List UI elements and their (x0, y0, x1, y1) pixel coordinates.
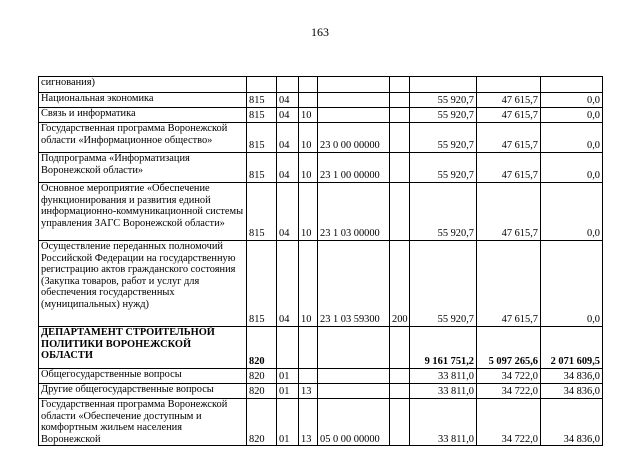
row-grbs: 815 (247, 93, 277, 108)
row-grbs: 815 (247, 241, 277, 327)
row-expense-type (390, 123, 410, 153)
row-name: Другие общегосударственные вопросы (39, 384, 247, 399)
row-expense-type (390, 108, 410, 123)
row-amount-year2: 34 722,0 (477, 399, 541, 446)
row-name: Связь и информатика (39, 108, 247, 123)
row-name: Общегосударственные вопросы (39, 369, 247, 384)
row-section: 04 (277, 183, 299, 241)
page-number: 163 (311, 25, 329, 39)
row-grbs: 820 (247, 327, 277, 369)
table-row (39, 108, 603, 123)
row-amount-year3: 0,0 (541, 123, 603, 153)
table-row (39, 384, 603, 399)
row-amount-year3: 2 071 609,5 (541, 327, 603, 369)
row-amount-year1: 55 920,7 (410, 123, 477, 153)
row-target-article (318, 384, 390, 399)
row-target-article (318, 327, 390, 369)
row-amount-year3: 0,0 (541, 93, 603, 108)
row-amount-year2: 47 615,7 (477, 183, 541, 241)
row-name: Национальная экономика (39, 93, 247, 108)
row-grbs: 815 (247, 153, 277, 183)
row-amount-year1: 55 920,7 (410, 183, 477, 241)
table-row (39, 399, 603, 446)
table-row (39, 77, 603, 93)
row-grbs: 815 (247, 108, 277, 123)
row-grbs: 815 (247, 183, 277, 241)
row-section: 04 (277, 241, 299, 327)
row-expense-type (390, 399, 410, 446)
row-subsection: 10 (299, 123, 318, 153)
row-target-article (318, 77, 390, 93)
row-amount-year1: 33 811,0 (410, 369, 477, 384)
row-amount-year1: 55 920,7 (410, 241, 477, 327)
budget-table (38, 76, 603, 446)
row-subsection (299, 77, 318, 93)
row-target-article (318, 108, 390, 123)
row-subsection: 13 (299, 384, 318, 399)
row-amount-year3: 0,0 (541, 183, 603, 241)
row-amount-year1 (410, 77, 477, 93)
row-amount-year3: 34 836,0 (541, 384, 603, 399)
table-row (39, 123, 603, 153)
row-amount-year1: 33 811,0 (410, 384, 477, 399)
row-grbs: 820 (247, 384, 277, 399)
row-target-article: 23 1 00 00000 (318, 153, 390, 183)
row-amount-year1: 9 161 751,2 (410, 327, 477, 369)
row-expense-type (390, 327, 410, 369)
row-amount-year2: 47 615,7 (477, 108, 541, 123)
row-target-article: 23 0 00 00000 (318, 123, 390, 153)
row-expense-type (390, 93, 410, 108)
row-amount-year2 (477, 77, 541, 93)
row-amount-year1: 55 920,7 (410, 93, 477, 108)
row-subsection: 13 (299, 399, 318, 446)
row-amount-year3: 0,0 (541, 108, 603, 123)
row-amount-year2: 47 615,7 (477, 93, 541, 108)
row-amount-year2: 47 615,7 (477, 241, 541, 327)
row-target-article (318, 369, 390, 384)
row-expense-type: 200 (390, 241, 410, 327)
row-section: 01 (277, 369, 299, 384)
row-name: Государственная программа Воронежской области «Обеспечение доступным и комфортным жильем населения Воронежской (39, 399, 247, 446)
row-amount-year1: 55 920,7 (410, 108, 477, 123)
row-section: 04 (277, 108, 299, 123)
row-target-article: 23 1 03 00000 (318, 183, 390, 241)
row-target-article: 23 1 03 59300 (318, 241, 390, 327)
row-expense-type (390, 153, 410, 183)
row-grbs: 820 (247, 369, 277, 384)
row-amount-year2: 34 722,0 (477, 369, 541, 384)
row-subsection (299, 327, 318, 369)
row-grbs (247, 77, 277, 93)
row-grbs: 820 (247, 399, 277, 446)
row-amount-year3 (541, 77, 603, 93)
row-section: 01 (277, 384, 299, 399)
table-row (39, 327, 603, 369)
table-row (39, 183, 603, 241)
row-section: 04 (277, 123, 299, 153)
row-section (277, 327, 299, 369)
table-row (39, 369, 603, 384)
row-subsection: 10 (299, 108, 318, 123)
table-row (39, 153, 603, 183)
row-expense-type (390, 369, 410, 384)
row-expense-type (390, 183, 410, 241)
row-amount-year2: 5 097 265,6 (477, 327, 541, 369)
table-row (39, 93, 603, 108)
row-section (277, 77, 299, 93)
row-subsection (299, 369, 318, 384)
row-amount-year1: 33 811,0 (410, 399, 477, 446)
row-name: Осуществление переданных полномочий Российской Федерации на государственную регистрацию актов гражданского состояния (Закупка товаров, работ и услуг для обеспечения государственных (муниципальных) нужд) (39, 241, 247, 327)
row-expense-type (390, 384, 410, 399)
row-amount-year1: 55 920,7 (410, 153, 477, 183)
row-name: Подпрограмма «Информатизация Воронежской области» (39, 153, 247, 183)
row-amount-year2: 47 615,7 (477, 123, 541, 153)
row-target-article: 05 0 00 00000 (318, 399, 390, 446)
row-name: Основное мероприятие «Обеспечение функционирования и развития единой информационно-коммуникационной системы управления ЗАГС Воронежской области» (39, 183, 247, 241)
row-amount-year3: 34 836,0 (541, 399, 603, 446)
row-subsection: 10 (299, 241, 318, 327)
row-subsection (299, 93, 318, 108)
row-amount-year3: 34 836,0 (541, 369, 603, 384)
row-name: Государственная программа Воронежской области «Информационное общество» (39, 123, 247, 153)
row-amount-year3: 0,0 (541, 241, 603, 327)
row-amount-year3: 0,0 (541, 153, 603, 183)
row-amount-year2: 47 615,7 (477, 153, 541, 183)
row-subsection: 10 (299, 183, 318, 241)
row-name: сигнования) (39, 77, 247, 93)
row-expense-type (390, 77, 410, 93)
table-row (39, 241, 603, 327)
row-section: 01 (277, 399, 299, 446)
row-target-article (318, 93, 390, 108)
row-section: 04 (277, 93, 299, 108)
row-amount-year2: 34 722,0 (477, 384, 541, 399)
row-grbs: 815 (247, 123, 277, 153)
row-section: 04 (277, 153, 299, 183)
row-subsection: 10 (299, 153, 318, 183)
row-name: ДЕПАРТАМЕНТ СТРОИТЕЛЬНОЙ ПОЛИТИКИ ВОРОНЕЖСКОЙ ОБЛАСТИ (39, 327, 247, 369)
